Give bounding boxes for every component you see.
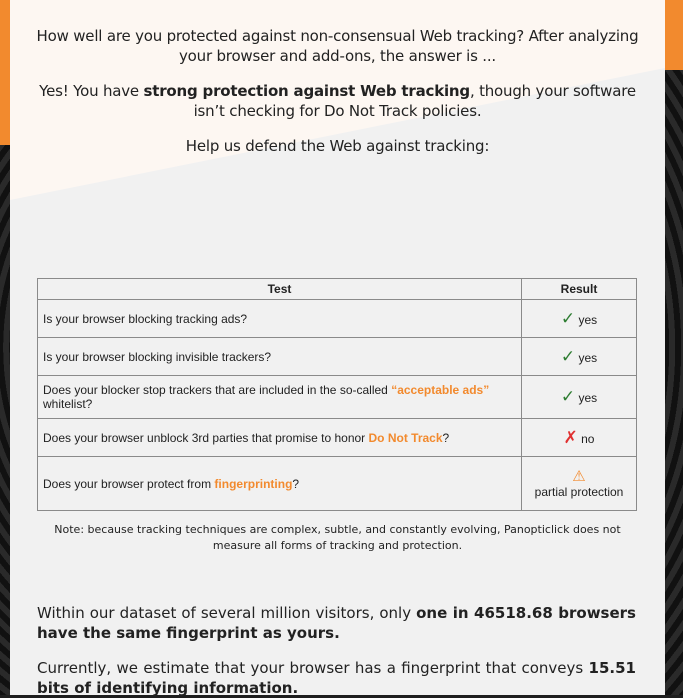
test-text: Is your browser blocking invisible trackers? bbox=[43, 349, 272, 364]
test-link[interactable]: “acceptable ads” bbox=[391, 383, 490, 397]
check-icon: ✓ bbox=[560, 387, 576, 406]
help-text: Help us defend the Web against tracking: bbox=[185, 137, 490, 155]
results-table bbox=[37, 278, 637, 511]
test-cell bbox=[38, 419, 522, 457]
orange-stripe-left bbox=[0, 0, 10, 145]
verdict-prefix: Yes! You have bbox=[39, 82, 144, 100]
result-cell bbox=[522, 457, 637, 511]
bits-bold: 15.51 bits of identifying information. bbox=[37, 659, 636, 697]
table-row bbox=[38, 457, 637, 511]
intro-question: How well are you protected against non-consensual Web tracking? After analyzing your browser and add-ons, the answer is ... bbox=[36, 27, 639, 65]
test-text-end: ? bbox=[292, 476, 300, 491]
uniqueness-text bbox=[37, 603, 636, 643]
result-text: partial protection bbox=[534, 484, 624, 499]
warning-icon: ⚠ bbox=[572, 467, 586, 485]
header-result: Result bbox=[522, 279, 637, 300]
table-row bbox=[38, 338, 637, 376]
test-text-end: ? bbox=[442, 430, 450, 445]
uniqueness-bold: one in 46518.68 browsers have the same fingerprint as yours. bbox=[37, 604, 636, 642]
result-text: no bbox=[581, 431, 595, 446]
check-icon: ✓ bbox=[560, 346, 576, 366]
table-row bbox=[38, 376, 637, 419]
orange-stripe-right bbox=[665, 0, 683, 70]
test-cell bbox=[38, 376, 522, 419]
verdict bbox=[30, 81, 645, 121]
test-cell bbox=[38, 457, 522, 511]
test-text: Does your browser unblock 3rd parties that promise to honor bbox=[43, 430, 369, 445]
result-cell bbox=[522, 338, 637, 376]
check-icon: ✓ bbox=[560, 308, 576, 328]
test-text-end: whitelist? bbox=[43, 397, 93, 411]
result-cell bbox=[522, 300, 637, 338]
result-cell bbox=[522, 376, 637, 419]
table-row bbox=[38, 300, 637, 338]
result-cell bbox=[522, 419, 637, 457]
result-text: yes bbox=[578, 350, 598, 365]
result-text: yes bbox=[578, 312, 598, 327]
test-link[interactable]: fingerprinting bbox=[214, 476, 293, 491]
test-text: Does your browser protect from bbox=[43, 476, 215, 491]
result-text: yes bbox=[578, 391, 598, 405]
note: Note: because tracking techniques are complex, subtle, and constantly evolving, Panopticlick does not measure all forms of tracking and protection. bbox=[54, 523, 621, 552]
header-test: Test bbox=[38, 279, 522, 300]
test-cell bbox=[38, 300, 522, 338]
bits-pre: Currently, we estimate that your browser has a fingerprint that conveys bbox=[37, 659, 589, 677]
test-cell bbox=[38, 338, 522, 376]
test-text: Is your browser blocking tracking ads? bbox=[43, 311, 248, 326]
test-text: Does your blocker stop trackers that are included in the so-called bbox=[43, 383, 392, 397]
bits-text bbox=[37, 658, 636, 698]
test-link[interactable]: Do Not Track bbox=[368, 430, 443, 445]
x-icon: ✗ bbox=[563, 427, 578, 447]
verdict-bold: strong protection against Web tracking bbox=[143, 82, 470, 100]
verdict-suffix: , though your software isn’t checking for Do Not Track policies. bbox=[193, 82, 636, 120]
uniqueness-pre: Within our dataset of several million visitors, only bbox=[37, 604, 417, 622]
table-row bbox=[38, 419, 637, 457]
